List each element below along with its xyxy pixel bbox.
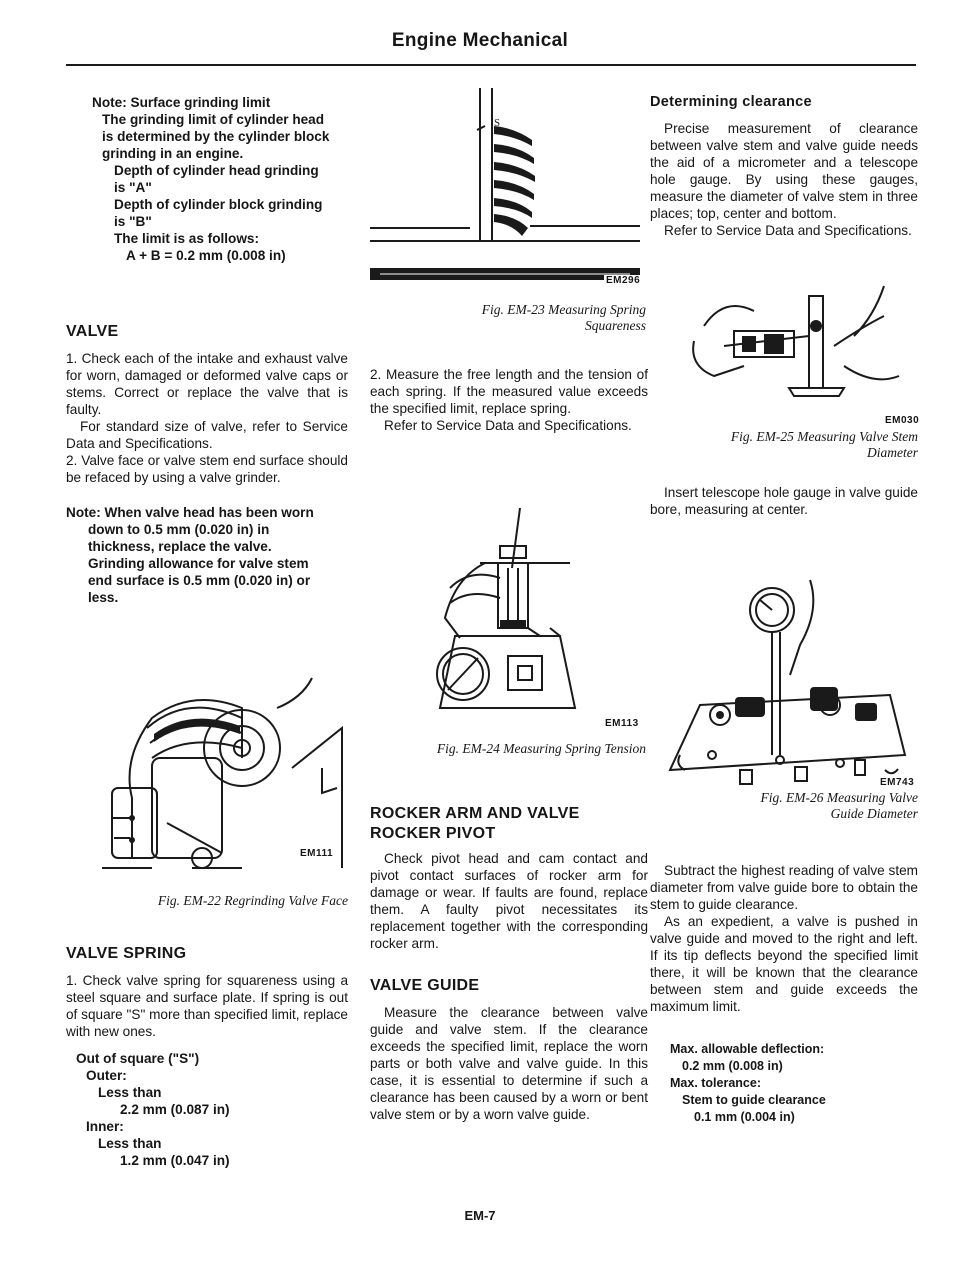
insert-gauge-paragraph: Insert telescope hole gauge in valve guide bore, measuring at center. [650, 485, 918, 517]
clearance-reference: Refer to Service Data and Specifications. [664, 223, 912, 238]
note1-line: is determined by the cylinder block [102, 129, 330, 144]
left-column-valve [66, 322, 348, 606]
fig26-caption-line2: Guide Diameter [830, 806, 918, 821]
limit-formula: A + B = 0.2 mm (0.008 in) [126, 248, 286, 263]
valve-paragraph-1: 1. Check each of the intake and exhaust valve for worn, damaged or deformed valve caps or stems. Correct or replace the valve that is faulty. [66, 351, 348, 417]
fig25-caption-line1: Fig. EM-25 Measuring Valve Stem [730, 429, 918, 444]
spec-outer-value: 2.2 mm (0.087 in) [120, 1102, 230, 1117]
fig26-code: EM743 [880, 777, 915, 788]
spec-stem-label: Stem to guide clearance [682, 1093, 826, 1107]
page-header: Engine Mechanical [391, 30, 569, 51]
spec-inner-less: Less than [98, 1136, 162, 1151]
spec-inner-value: 1.2 mm (0.047 in) [120, 1153, 230, 1168]
fig25-caption [650, 429, 918, 461]
spring-tension-paragraph: 2. Measure the free length and the tension of each spring. If the measured value exceeds the specified limit, replace spring. [370, 367, 648, 416]
spec-outer: Outer: [86, 1068, 127, 1083]
valve-paragraph-2: For standard size of valve, refer to Service Data and Specifications. [66, 419, 348, 451]
clearance-spec [650, 1041, 918, 1126]
fig24-spring-tension-illustration [420, 508, 600, 728]
fig22-valve-grinder-illustration [92, 668, 354, 878]
note1-line: The grinding limit of cylinder head [102, 112, 325, 127]
fig23-spring-squareness-illustration [370, 88, 650, 288]
note2-line: down to 0.5 mm (0.020 in) in [88, 522, 270, 537]
note2-line: Grinding allowance for valve stem [88, 556, 309, 571]
spec-deflection-label: Max. allowable deflection: [670, 1042, 825, 1056]
fig25-code: EM030 [885, 415, 920, 426]
valve-paragraph-3: 2. Valve face or valve stem end surface should be refaced by using a valve grinder. [66, 453, 348, 485]
depth-block-line: is "B" [114, 214, 152, 229]
fig24-code: EM113 [605, 718, 639, 729]
note2-line: less. [88, 590, 119, 605]
spec-inner: Inner: [86, 1119, 124, 1134]
determining-clearance-heading: Determining clearance [650, 94, 812, 110]
fig23-caption-line1: Fig. EM-23 Measuring Spring [481, 302, 646, 317]
fig24-caption: Fig. EM-24 Measuring Spring Tension [436, 741, 646, 756]
spec-deflection-value: 0.2 mm (0.008 in) [682, 1059, 783, 1073]
right-column-top [650, 92, 918, 239]
depth-head-line: Depth of cylinder head grinding [114, 163, 319, 178]
spec-tolerance-label: Max. tolerance: [670, 1076, 762, 1090]
subtract-paragraph: Subtract the highest reading of valve stem diameter from valve guide bore to obtain the stem to guide clearance. [650, 863, 918, 912]
note2-line: end surface is 0.5 mm (0.020 in) or [88, 573, 311, 588]
valve-spring-heading: VALVE SPRING [66, 945, 187, 962]
valve-guide-heading: VALVE GUIDE [370, 977, 480, 994]
header-rule [66, 64, 916, 66]
note1-line: grinding in an engine. [102, 146, 244, 161]
spec-outer-less: Less than [98, 1085, 162, 1100]
fig22-caption: Fig. EM-22 Regrinding Valve Face [157, 893, 348, 908]
note1-depths [102, 162, 348, 264]
valve-guide-paragraph: Measure the clearance between valve guide and valve stem. If the clearance exceeds the specified limit, replace the worn parts or both valve and valve guide. In this case, it is essential to determine if such a clearance has been caused by a worn or bent valve stem or by a worn valve guide. [370, 1005, 648, 1122]
left-column [92, 94, 348, 264]
valve-spring-paragraph: 1. Check valve spring for squareness using a steel square and surface plate. If spring is out of square "S" more than specified limit, replace with new ones. [66, 973, 348, 1039]
fig23-caption-line2: Squareness [585, 318, 646, 333]
fig23-label-s: S [494, 117, 501, 129]
note2-line: thickness, replace the valve. [88, 539, 272, 554]
fig26-dial-gauge-illustration [660, 555, 920, 795]
note2-first: Note: When valve head has been worn [66, 505, 314, 520]
note1-title: Note: Surface grinding limit [92, 95, 271, 110]
out-of-square-spec [66, 1050, 348, 1169]
middle-column-top [370, 366, 648, 434]
spring-tension-reference: Refer to Service Data and Specifications. [384, 418, 632, 433]
fig23-code: EM296 [606, 275, 641, 286]
fig26-caption-line1: Fig. EM-26 Measuring Valve [760, 790, 918, 805]
rocker-heading-line1: ROCKER ARM AND VALVE [370, 805, 580, 822]
right-column-insert [650, 484, 918, 518]
fig25-caption-line2: Diameter [867, 445, 918, 460]
expedient-paragraph: As an expedient, a valve is pushed in valve guide and moved to the right and left. If its tip deflects beyond the specified limit there, it will be known that the clearance between stem and guide exceeds the maximum limit. [650, 914, 918, 1014]
right-column-bottom [650, 862, 918, 1126]
note1-body [92, 111, 348, 264]
valve-heading: VALVE [66, 323, 119, 340]
page-number: EM-7 [464, 1208, 496, 1223]
fig23-caption [370, 302, 646, 334]
fig22-code: EM111 [300, 848, 334, 859]
note-surface-grinding [92, 94, 348, 264]
fig25-micrometer-illustration [684, 286, 924, 406]
depth-block-line: Depth of cylinder block grinding [114, 197, 323, 212]
note-valve-head [66, 504, 348, 606]
fig26-caption [650, 790, 918, 822]
note2-body [66, 521, 348, 606]
depth-head-line: is "A" [114, 180, 152, 195]
limit-label: The limit is as follows: [114, 231, 260, 246]
spec-stem-value: 0.1 mm (0.004 in) [694, 1110, 795, 1124]
rocker-paragraph: Check pivot head and cam contact and pivot contact surfaces of rocker arm for damage or wear. If faults are found, replace them. A faulty pivot necessitates its replacement together with the corresponding rocker arm. [370, 851, 648, 951]
middle-column-rocker [370, 804, 648, 1123]
spec-title: Out of square ("S") [76, 1051, 200, 1066]
left-column-spring [66, 944, 348, 1169]
clearance-paragraph: Precise measurement of clearance between valve stem and valve guide needs the aid of a micrometer and a telescope hole gauge. By using these gauges, measure the diameter of valve stem in three places; top, center and bottom. [650, 121, 918, 221]
rocker-heading-line2: ROCKER PIVOT [370, 825, 496, 842]
